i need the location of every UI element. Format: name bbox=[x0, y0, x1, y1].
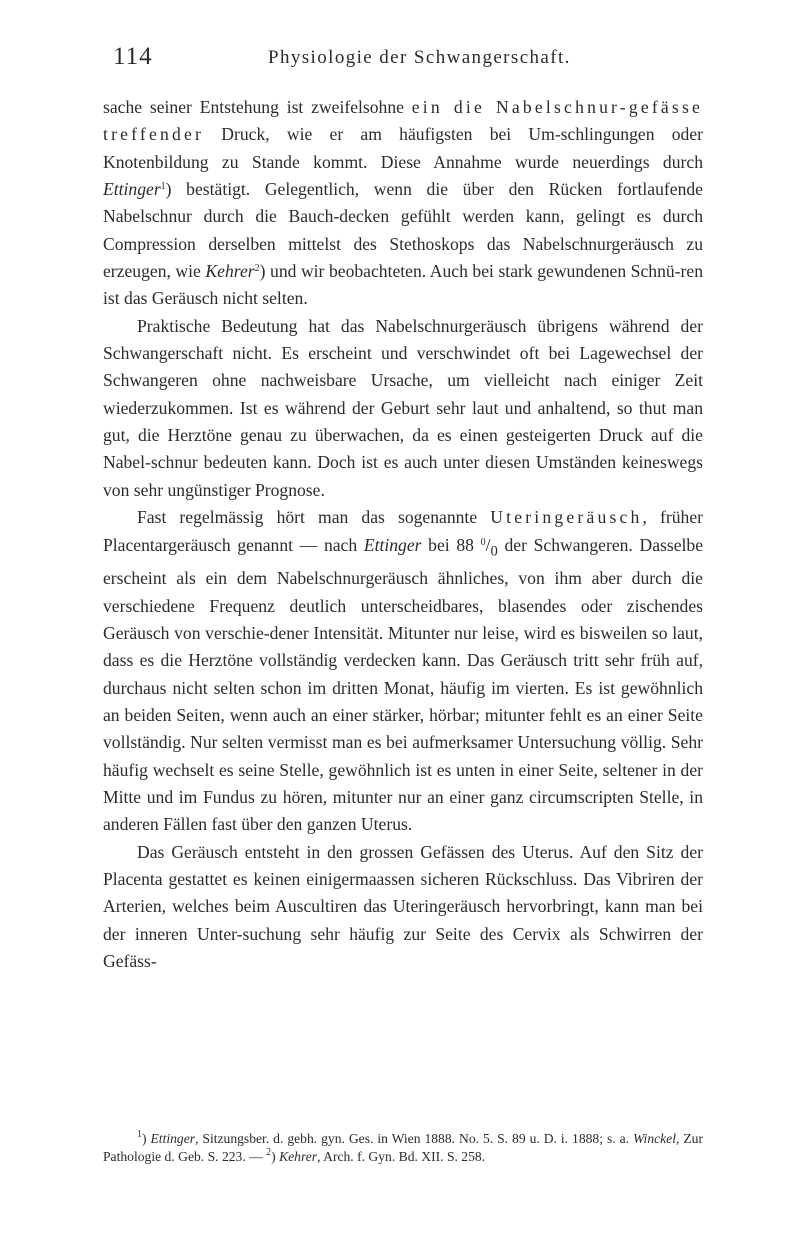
page-header bbox=[113, 42, 701, 72]
running-head: Physiologie der Schwangerschaft. bbox=[268, 47, 571, 68]
spaced-emphasis: ein die Nabelschnur-gefässe treffender bbox=[103, 97, 704, 145]
author-name: Kehrer bbox=[279, 1149, 318, 1165]
footnote-ref-2: 2 bbox=[254, 263, 260, 275]
percent-subscript: 0 bbox=[490, 543, 498, 560]
author-name: Ettinger bbox=[150, 1131, 196, 1146]
body-text bbox=[103, 94, 703, 976]
paragraph-4: Das Geräusch entsteht in den grossen Gefässen des Uterus. Auf den Sitz der Placenta gestattet es keinen einigermaassen sicheren Rückschluss. Das Vibriren der Arterien, welches beim Auscultiren das Uteringeräusch hervorbringt, kann man bei der inneren Unter-suchung sehr häufig zur Seite des Cervix als Schwirren der Gefäss- bbox=[103, 841, 703, 972]
paragraph-3: Fast regelmässig hört man das sogenannte Uteringeräusch, früher Placentargeräusch genannt — nach Ettinger bei 88 $^0/_0$ der Schwangeren. Dasselbe erscheint als ein dem Nabelschnurgeräusch ähnliches, von ihm aber durch die verschiedene Frequenz deutlich unterscheidbares, blasendes oder zischendes Geräusch von verschie-dener Intensität. Mitunter nur leise, wird es bisweilen so laut, dass es die Herztöne vollständig verdecken kann. Das Geräusch tritt sehr früh auf, durchaus nicht selten schon im dritten Monat, häufig im vierten. Es ist gewöhnlich an beiden Seiten, wenn auch an einer stärker, hörbar; mitunter fehlt es an einer Seite vollständig. Nur selten vermisst man es bei aufmerksamer Untersuchung völlig. Sehr häufig wechselt es seine Stelle, gewöhnlich ist es unten in einer Seite, seltener in der Mitte und im Fundus zu hören, mitunter nur an einer ganz circumscripten Stelle, in anderen Fällen fast über den ganzen Uterus. bbox=[103, 507, 703, 835]
spaced-term: Uteringeräusch bbox=[490, 507, 643, 528]
author-name: Ettinger bbox=[103, 179, 161, 200]
author-name: Kehrer bbox=[205, 261, 255, 282]
footnote-marker-1: 1 bbox=[137, 1129, 142, 1140]
footnote-text: $^1$) Ettinger, Sitzungsber. d. gebh. gyn. Ges. in Wien 1888. No. 5. S. 89 u. D. i. 1888; s. a. Winckel, Zur Pathologie d. Geb. S. 223. — $^2$) Kehrer, Arch. f. Gyn. Bd. XII. S. 258. bbox=[103, 1129, 703, 1165]
percent-superscript: 0 bbox=[480, 536, 486, 548]
author-name: Winckel bbox=[632, 1131, 676, 1146]
footnote-ref-1: 1 bbox=[160, 181, 166, 193]
paragraph-1: sache seiner Entstehung ist zweifelsohne ein die Nabelschnur-gefässe treffender Druck, wie er am häufigsten bei Um-schlingungen oder Knotenbildung zu Stande kommt. Diese Annahme wurde neuerdings durch Ettinger$^1$) bestätigt. Gelegentlich, wenn die über den Rücken fortlaufende Nabelschnur durch die Bauch-decken gefühlt werden kann, gelingt es durch Compression derselben mittelst des Stethoskops das Nabelschnurgeräusch zu erzeugen, wie Kehrer$^2$) und wir beobachteten. Auch bei stark gewundenen Schnü-ren ist das Geräusch nicht selten. bbox=[103, 97, 704, 309]
author-name: Ettinger bbox=[363, 534, 422, 555]
paragraph-2: Praktische Bedeutung hat das Nabelschnurgeräusch übrigens während der Schwangerschaft nicht. Es erscheint und verschwindet oft bei Lagewechsel der Schwangeren ohne nachweisbare Ursache, um vielleicht nach einiger Zeit wiederzukommen. Ist es während der Geburt sehr laut und anhaltend, so thut man gut, die Herztöne genau zu überwachen, da es einen gesteigerten Druck auf die Nabel-schnur bedeuten kann. Doch ist es auch unter diesen Umständen keineswegs von sehr ungünstiger Prognose. bbox=[103, 315, 703, 500]
page-number: 114 bbox=[113, 43, 153, 70]
footnote-marker-2: 2 bbox=[266, 1147, 272, 1159]
footnotes bbox=[103, 1130, 703, 1166]
